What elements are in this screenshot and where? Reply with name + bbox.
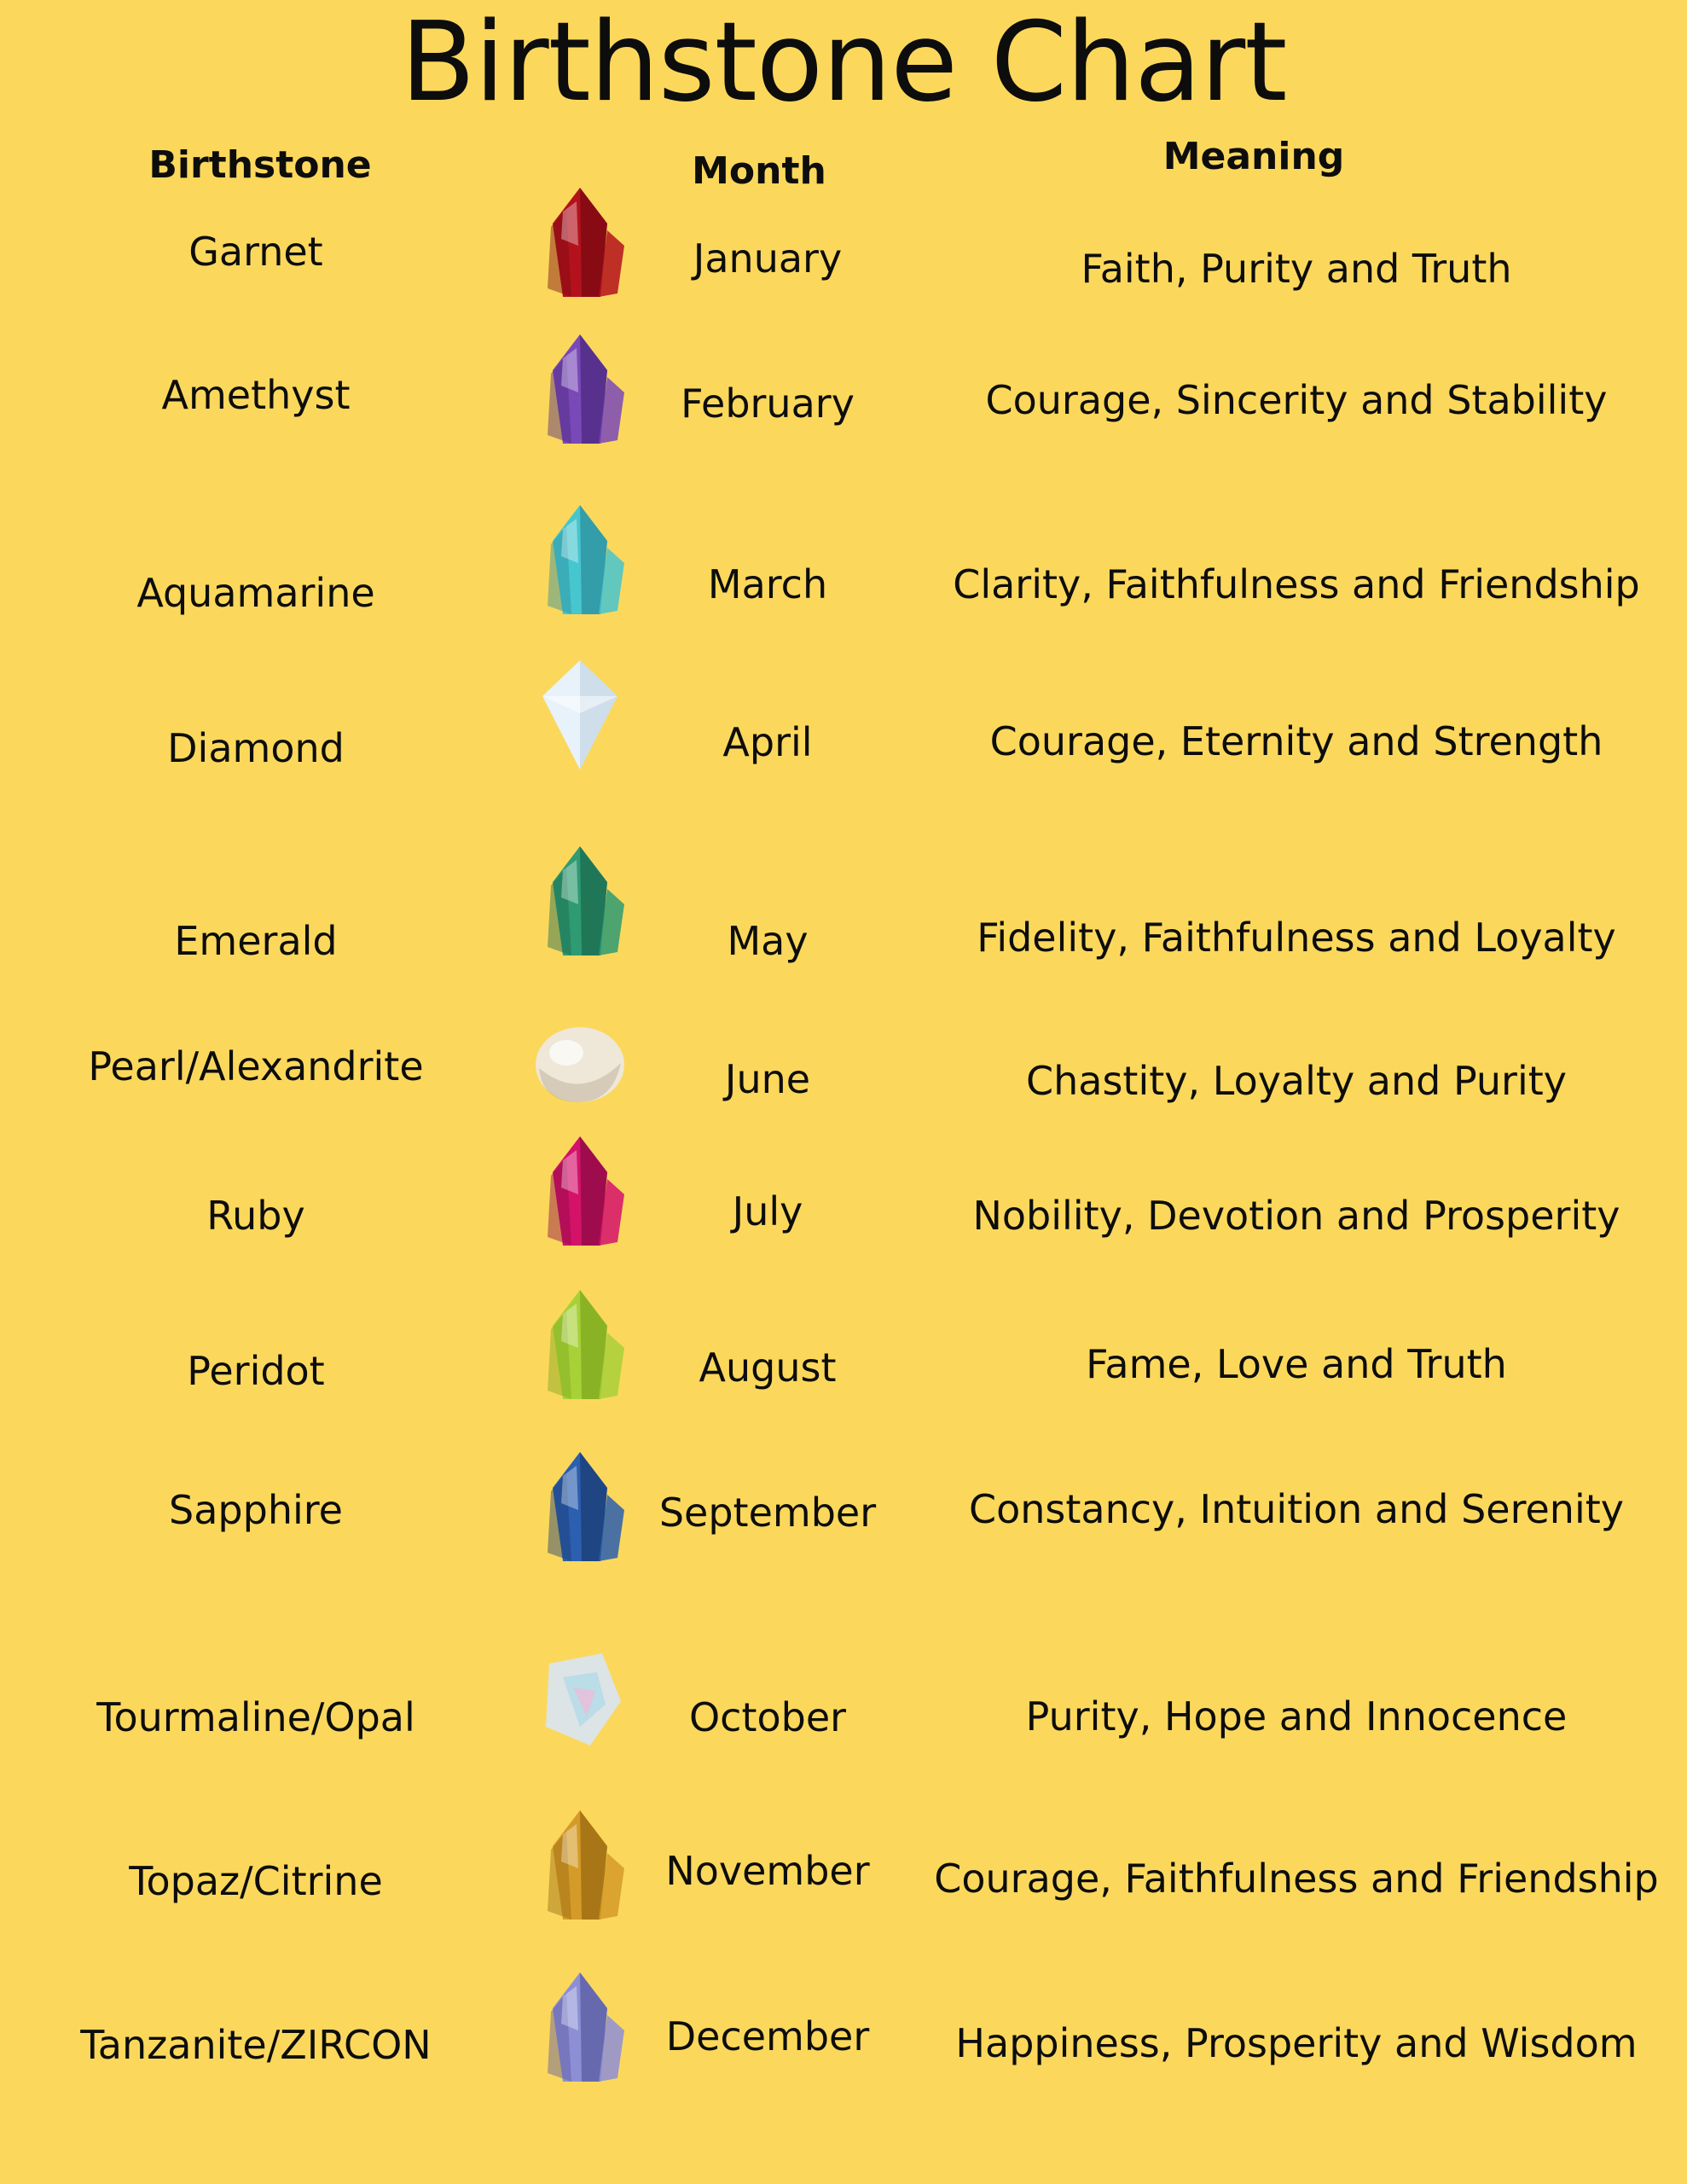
garnet-gem-icon bbox=[512, 186, 648, 305]
emerald-gem-icon bbox=[512, 845, 648, 964]
amethyst-gem-icon bbox=[512, 333, 648, 452]
column-header-meaning: Meaning bbox=[1162, 135, 1345, 178]
birthstone-meaning: Chastity, Loyalty and Purity bbox=[1026, 1058, 1567, 1104]
sapphire-gem-icon bbox=[512, 1450, 648, 1570]
birthstone-name: Pearl/Alexandrite bbox=[88, 1043, 424, 1089]
birthstone-meaning: Courage, Eternity and Strength bbox=[989, 718, 1603, 764]
birthstone-name: Tourmaline/Opal bbox=[96, 1694, 415, 1740]
birthstone-name: Diamond bbox=[167, 725, 345, 771]
pearl-gem-icon bbox=[512, 1007, 648, 1126]
aquamarine-gem-icon bbox=[512, 503, 648, 623]
birthstone-month: October bbox=[688, 1694, 847, 1740]
birthstone-meaning: Purity, Hope and Innocence bbox=[1025, 1693, 1568, 1740]
birthstone-month: November bbox=[665, 1848, 870, 1894]
birthstone-month: January bbox=[693, 235, 843, 282]
birthstone-month: March bbox=[707, 561, 828, 607]
topaz-gem-icon bbox=[512, 1809, 648, 1928]
birthstone-month: August bbox=[699, 1345, 837, 1391]
birthstone-meaning: Courage, Faithfulness and Friendship bbox=[934, 1856, 1659, 1902]
birthstone-month: April bbox=[722, 719, 813, 765]
birthstone-meaning: Constancy, Intuition and Serenity bbox=[968, 1486, 1624, 1532]
birthstone-month: July bbox=[732, 1188, 803, 1234]
birthstone-name: Amethyst bbox=[161, 372, 351, 418]
birthstone-name: Aquamarine bbox=[136, 570, 375, 616]
birthstone-name: Sapphire bbox=[169, 1487, 343, 1533]
ruby-gem-icon bbox=[512, 1135, 648, 1254]
column-header-birthstone: Birthstone bbox=[148, 143, 372, 187]
birthstone-name: Tanzanite/ZIRCON bbox=[80, 2022, 432, 2068]
birthstone-name: Peridot bbox=[187, 1348, 325, 1394]
birthstone-meaning: Courage, Sincerity and Stability bbox=[985, 377, 1608, 423]
birthstone-month: December bbox=[665, 2013, 870, 2059]
opal-gem-icon bbox=[512, 1638, 648, 1757]
birthstone-meaning: Happiness, Prosperity and Wisdom bbox=[955, 2020, 1638, 2066]
birthstone-meaning: Faith, Purity and Truth bbox=[1081, 246, 1512, 292]
birthstone-meaning: Fidelity, Faithfulness and Loyalty bbox=[977, 915, 1616, 961]
birthstone-month: June bbox=[724, 1056, 811, 1102]
diamond-gem-icon bbox=[512, 657, 648, 776]
birthstone-month: May bbox=[727, 918, 809, 964]
birthstone-month: September bbox=[658, 1490, 877, 1536]
birthstone-name: Emerald bbox=[174, 918, 338, 964]
page-title: Birthstone Chart bbox=[400, 0, 1287, 126]
birthstone-name: Ruby bbox=[206, 1193, 305, 1239]
birthstone-month: February bbox=[681, 380, 855, 427]
birthstone-name: Garnet bbox=[188, 229, 323, 275]
peridot-gem-icon bbox=[512, 1288, 648, 1408]
birthstone-meaning: Fame, Love and Truth bbox=[1086, 1341, 1507, 1387]
birthstone-meaning: Nobility, Devotion and Prosperity bbox=[972, 1193, 1620, 1239]
tanzanite-gem-icon bbox=[512, 1971, 648, 2090]
birthstone-meaning: Clarity, Faithfulness and Friendship bbox=[953, 561, 1640, 607]
birthstone-name: Topaz/Citrine bbox=[129, 1858, 383, 1904]
column-header-month: Month bbox=[692, 149, 826, 193]
